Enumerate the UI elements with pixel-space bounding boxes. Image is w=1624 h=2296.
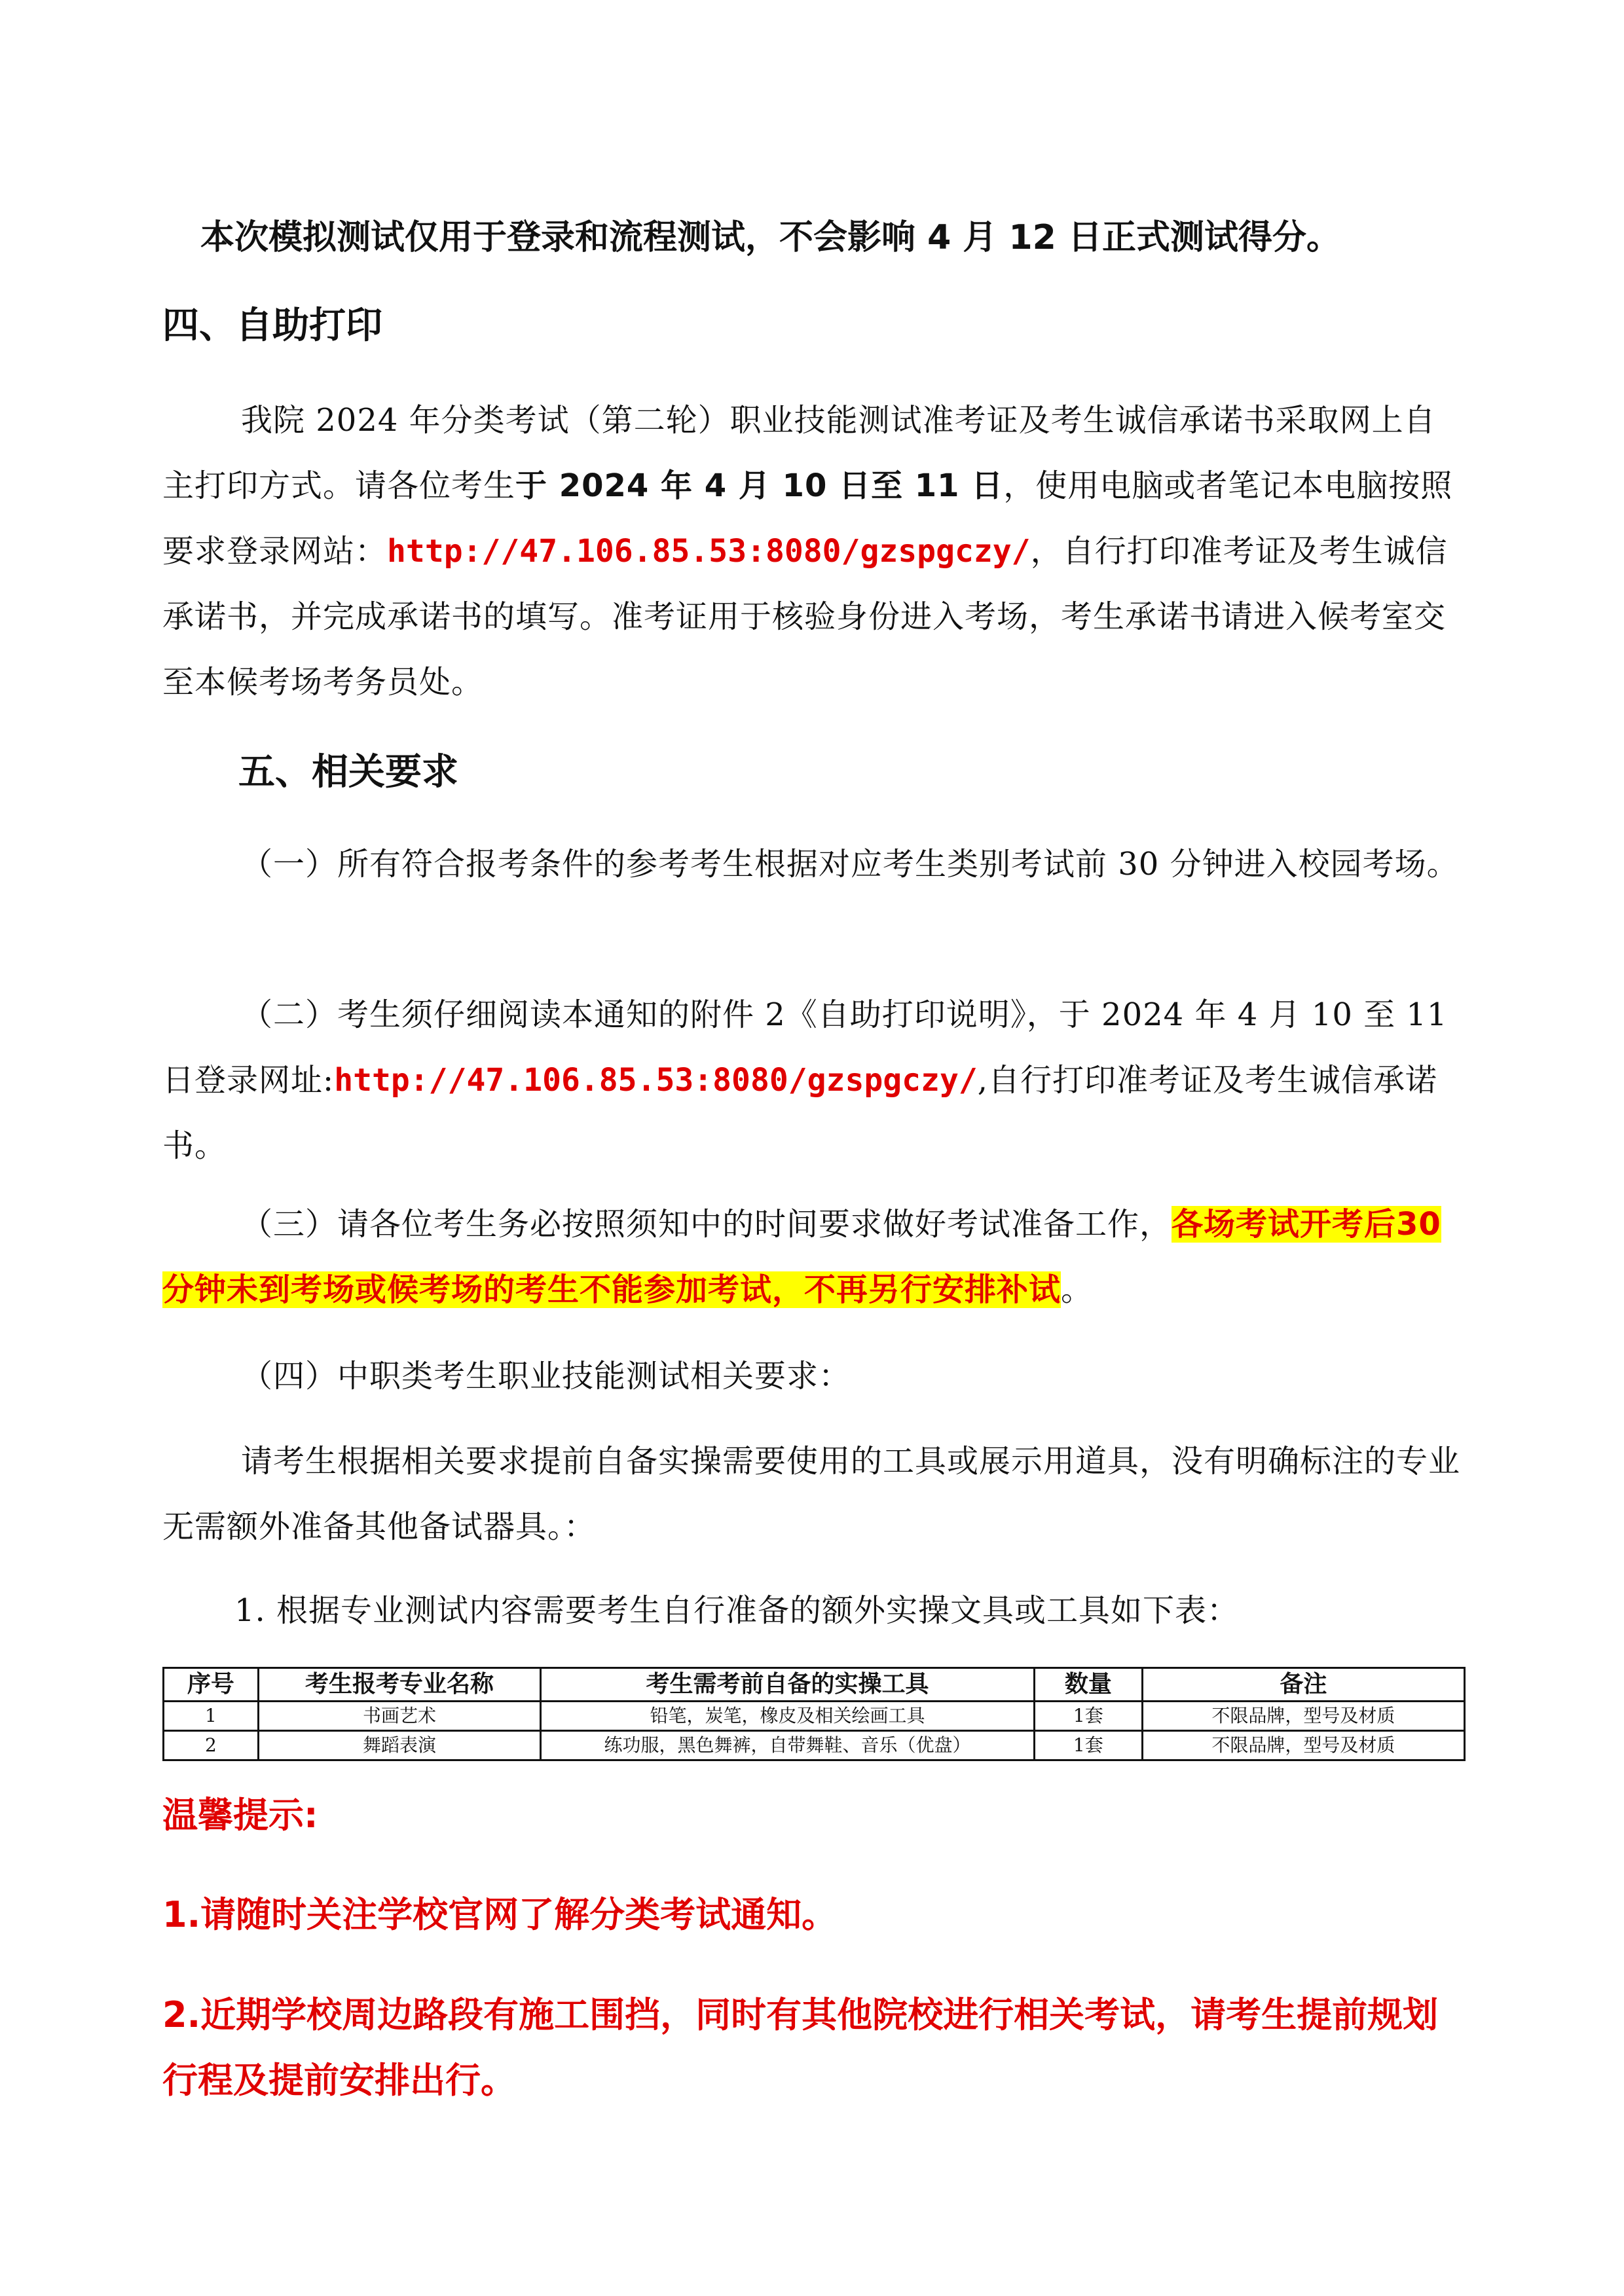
cell-tools: 铅笔，炭笔，橡皮及相关绘画工具 [541, 1702, 1035, 1731]
cell-quantity: 1套 [1034, 1702, 1142, 1731]
header-quantity: 数量 [1034, 1668, 1142, 1702]
login-website-link[interactable]: http://47.106.85.53:8080/gzspgczy/ [334, 1062, 978, 1099]
tip-2: 2.近期学校周边路段有施工围挡，同时有其他院校进行相关考试，请考生提前规划行程及提前安排出行。 [162, 1994, 1439, 2101]
section-4-title: 四、自助打印 [162, 304, 382, 347]
requirement-4-paragraph-text: 请考生根据相关要求提前自备实操需要使用的工具或展示用道具，没有明确标注的专业无需额外准备其他备试器具。： [162, 1443, 1461, 1545]
requirement-3-text: （三）请各位考生务必按照须知中的时间要求做好考试准备工作， [241, 1206, 1172, 1243]
requirement-4 [162, 1343, 1466, 1409]
cell-notes: 不限品牌，型号及材质 [1142, 1702, 1464, 1731]
tip-1: 1.请随时关注学校官网了解分类考试通知。 [162, 1894, 838, 1935]
requirement-3-end: 。 [1061, 1271, 1094, 1308]
requirement-2 [162, 982, 1466, 1178]
cell-index: 1 [164, 1702, 259, 1731]
cell-quantity: 1套 [1034, 1731, 1142, 1760]
notice-line: 本次模拟测试仅用于登录和流程测试，不会影响 4 月 12 日正式测试得分。 [200, 218, 1340, 257]
highlight-warning-2: 30 分钟未到考场或候考场的考生不能参加考试，不再另行安排补试 [162, 1206, 1441, 1308]
s4-text-d: ，自行打印准考证及考生诚信承诺书，并完成承诺书的填写。准考证用于核验身份进入考场，考生承诺书请进入候考室交至本候考场考务员处。 [162, 533, 1448, 701]
requirement-4-paragraph [162, 1429, 1466, 1559]
section-5-title: 五、相关要求 [238, 751, 458, 793]
header-notes: 备注 [1142, 1668, 1464, 1702]
cell-notes: 不限品牌，型号及材质 [1142, 1731, 1464, 1760]
table-header-row [164, 1668, 1465, 1702]
header-tools: 考生需考前自备的实操工具 [541, 1668, 1035, 1702]
requirement-4-1: 1. 根据专业测试内容需要考生自行准备的额外实操文具或工具如下表： [234, 1592, 1240, 1629]
s4-text-c: ，使用电脑或者笔记本电脑按照要求登录网站： [162, 467, 1453, 570]
requirement-2-text-b: ,自行打印准考证及考生诚信承诺书。 [162, 1062, 1437, 1164]
requirement-3 [162, 1192, 1466, 1322]
s4-text-a: 我院 2024 年分类考试（第二轮）职业技能测试准考证及考生诚信承诺书采取网上自主打印方式。请各位考生 [162, 402, 1436, 504]
requirement-1-text: （一）所有符合报考条件的参考考生根据对应考生类别考试前 30 分钟进入校园考场。 [241, 846, 1459, 883]
table-row [164, 1731, 1465, 1760]
cell-major: 书画艺术 [258, 1702, 540, 1731]
tips-title: 温馨提示: [162, 1795, 318, 1836]
requirement-1 [162, 831, 1466, 897]
requirement-2-text-a: （二）考生须仔细阅读本通知的附件 2《自助打印说明》，于 2024 年 4 月 10 至 11 日登录网址: [162, 996, 1448, 1099]
cell-tools: 练功服，黑色舞裤，自带舞鞋、音乐（优盘） [541, 1731, 1035, 1760]
highlight-warning-1: 各场考试开考后 [1172, 1206, 1397, 1243]
table-row [164, 1702, 1465, 1731]
cell-index: 2 [164, 1731, 259, 1760]
requirement-4-text: （四）中职类考生职业技能测试相关要求： [241, 1358, 851, 1394]
s4-date: 于 2024 年 4 月 10 日至 11 日 [515, 467, 1004, 504]
cell-major: 舞蹈表演 [258, 1731, 540, 1760]
header-major: 考生报考专业名称 [258, 1668, 540, 1702]
header-index: 序号 [164, 1668, 259, 1702]
section-4-paragraph [162, 388, 1466, 715]
tools-table [162, 1667, 1466, 1761]
print-website-link[interactable]: http://47.106.85.53:8080/gzspgczy/ [387, 533, 1031, 570]
